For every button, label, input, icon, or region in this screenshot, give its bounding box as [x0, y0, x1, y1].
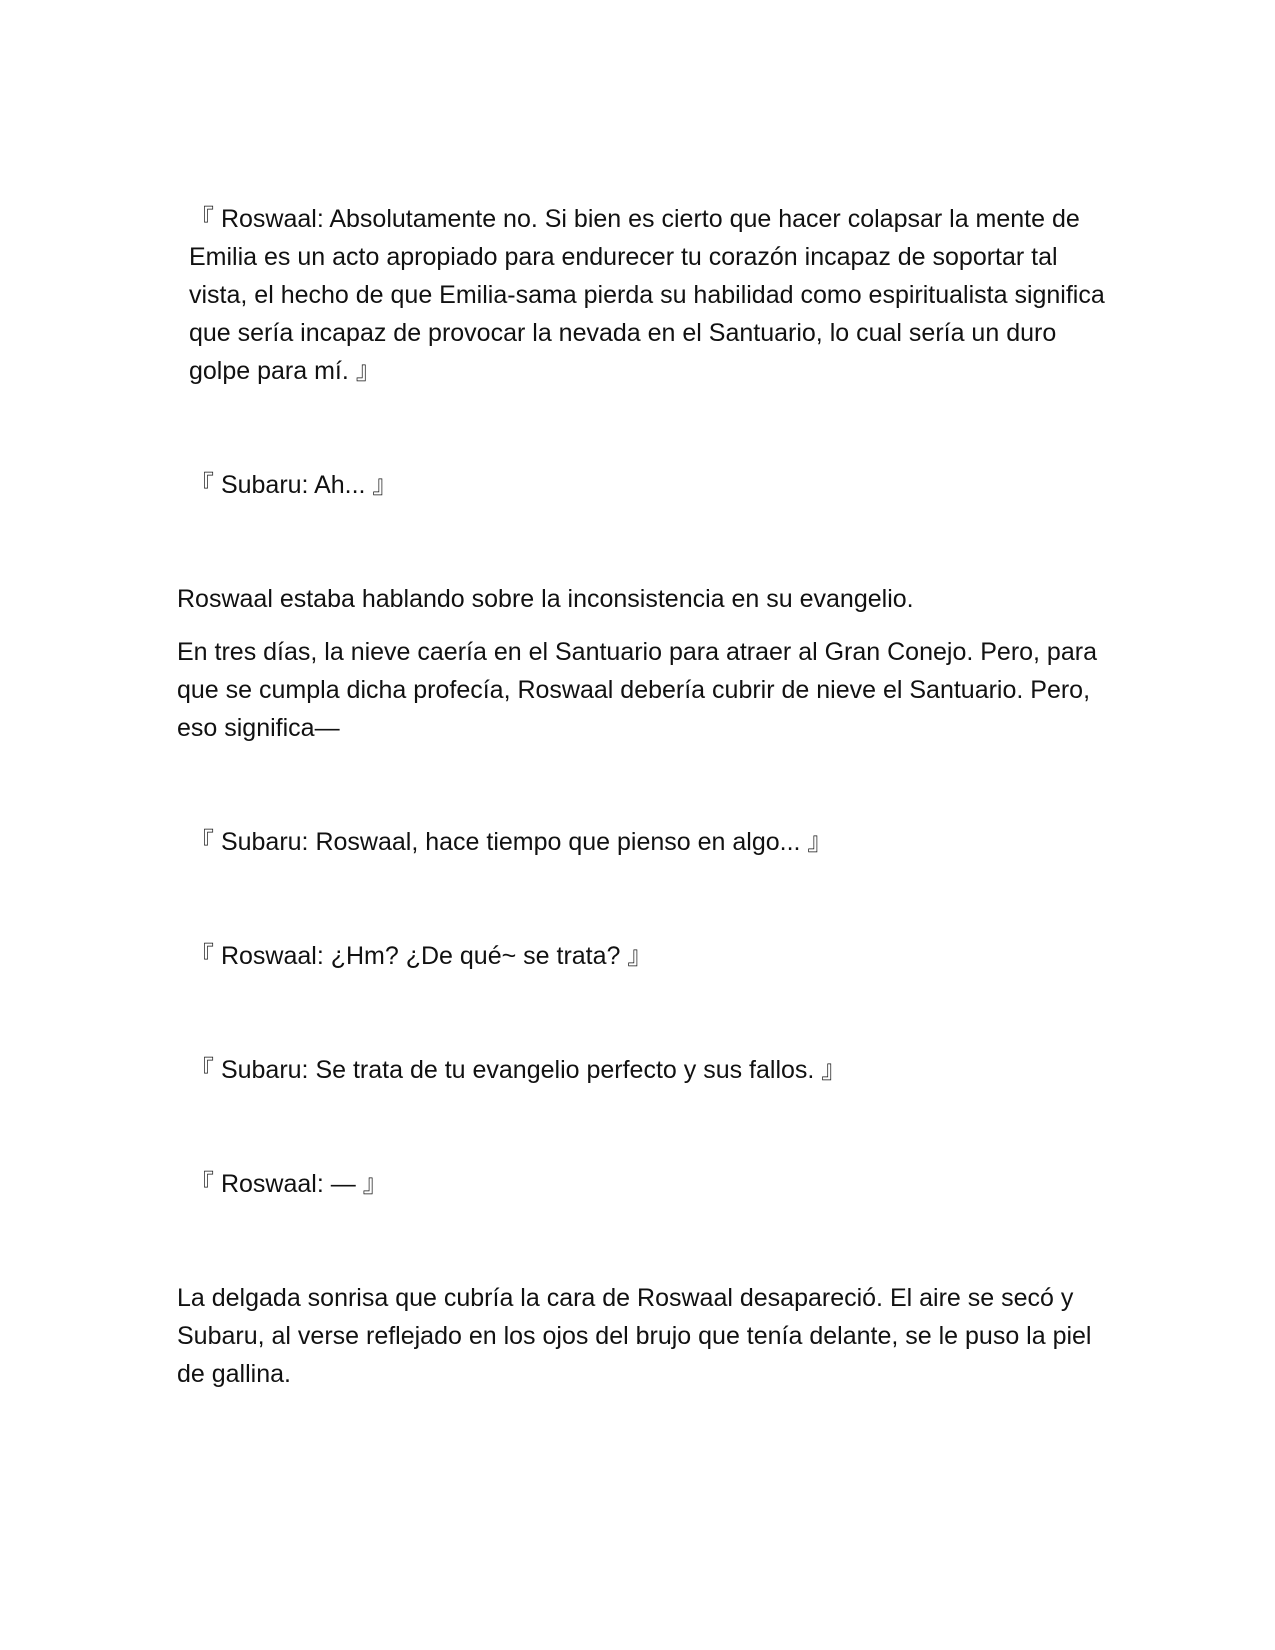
dialogue-subaru-2: 『 Subaru: Roswaal, hace tiempo que pienso en algo... 』 — [189, 828, 833, 856]
dialogue-roswaal-2: 『 Roswaal: ¿Hm? ¿De qué~ se trata? 』 — [189, 942, 653, 970]
dialogue-roswaal-3: 『 Roswaal: — 』 — [189, 1170, 388, 1198]
dialogue-subaru-3: 『 Subaru: Se trata de tu evangelio perfecto y sus fallos. 』 — [189, 1056, 847, 1084]
text-body — [177, 200, 1112, 1393]
narration-paragraph-3: La delgada sonrisa que cubría la cara de Roswaal desapareció. El aire se secó y Subaru, al verse reflejado en los ojos del brujo que tenía delante, se le puso la piel de gallina. — [177, 1284, 1092, 1388]
narration-paragraph-1: Roswaal estaba hablando sobre la inconsistencia en su evangelio. — [177, 585, 914, 613]
dialogue-subaru-1: 『 Subaru: Ah... 』 — [189, 471, 398, 499]
narration-paragraph-2: En tres días, la nieve caería en el Santuario para atraer al Gran Conejo. Pero, para que se cumpla dicha profecía, Roswaal debería cubrir de nieve el Santuario. Pero, eso significa— — [177, 638, 1097, 742]
dialogue-roswaal-1: 『 Roswaal: Absolutamente no. Si bien es cierto que hacer colapsar la mente de Emilia es un acto apropiado para endurecer tu corazón incapaz de soportar tal vista, el hecho de que Emilia-sama pierda su habilidad como espiritualista significa que sería incapaz de provocar la nevada en el Santuario, lo cual sería un duro golpe para mí. 』 — [189, 205, 1105, 385]
